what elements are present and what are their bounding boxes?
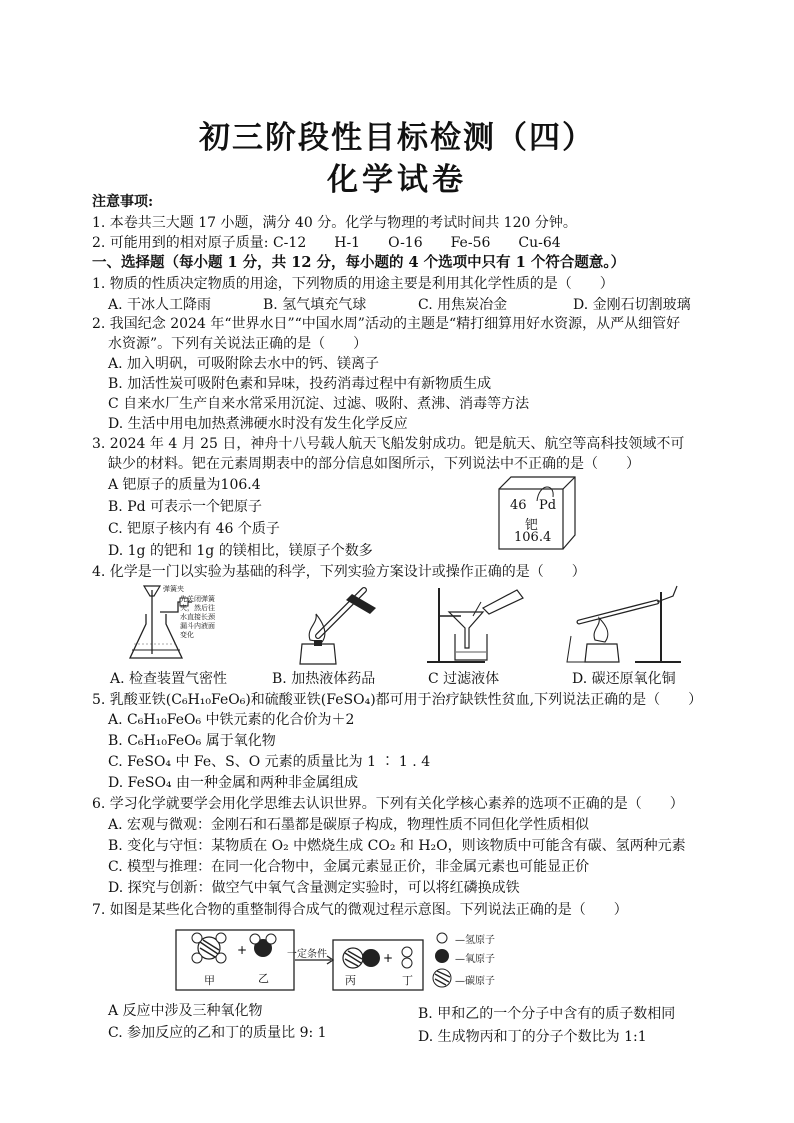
- q2-option-b: B. 加活性炭可吸附色素和异味，投药消毒过程中有新物质生成: [108, 376, 492, 392]
- fig-a-note-5: 变化: [180, 631, 194, 639]
- q1-option-d: D. 金刚石切割玻璃: [573, 297, 691, 313]
- q4-stem: 4. 化学是一门以实验为基础的科学，下列实验方案设计或操作正确的是（ ）: [92, 564, 586, 580]
- q4-option-c: C 过滤液体: [428, 671, 500, 687]
- element-mass: 106.4: [514, 530, 552, 545]
- legend-carbon: —碳原子: [455, 976, 495, 987]
- q7-option-d: D. 生成物丙和丁的分子个数比为 1:1: [418, 1029, 647, 1045]
- legend-hydrogen: —氢原子: [455, 935, 495, 946]
- q7-option-a: A 反应中涉及三种氧化物: [108, 1003, 263, 1019]
- q6-stem: 6. 学习化学就要学会用化学思维去认识世界。下列有关化学核心素养的选项不正确的是（ ）: [92, 796, 684, 812]
- q2-option-c: C 自来水厂生产自来水常采用沉淀、过滤、吸附、煮沸、消毒等方法: [108, 396, 530, 412]
- q4-option-d: D. 碳还原氧化铜: [572, 671, 676, 687]
- q6-option-d: D. 探究与创新：做空气中氧气含量测定实验时，可以将红磷换成铁: [108, 880, 520, 896]
- exam-title: 初三阶段性目标检测（四）: [199, 120, 595, 156]
- notice-item-1: 1. 本卷共三大题 17 小题，满分 40 分。化学与物理的考试时间共 120 分钟。: [92, 215, 577, 231]
- label-yi: 乙: [258, 972, 269, 985]
- q1-stem: 1. 物质的性质决定物质的用途，下列物质的用途主要是利用其化学性质的是（ ）: [92, 276, 614, 292]
- label-bing: 丙: [345, 974, 356, 987]
- carbon-reduction-figure: [565, 582, 685, 666]
- exam-subject: 化学试卷: [327, 162, 467, 198]
- fig-a-note-4: 漏斗内液面: [180, 622, 215, 630]
- fig-a-note-3: 水直接长颈: [180, 613, 215, 621]
- q1-option-b: B. 氢气填充气球: [263, 297, 367, 313]
- q2-option-d: D. 生活中用电加热煮沸硬水时没有发生化学反应: [108, 416, 408, 432]
- q3-option-b: B. Pd 可表示一个钯原子: [108, 499, 263, 515]
- q3-stem-1: 3. 2024 年 4 月 25 日，神舟十八号载人航天飞船发射成功。钯是航天、航空等高科技领域不可: [92, 436, 685, 452]
- element-name: 钯: [525, 518, 539, 533]
- q1-option-a: A. 干冰人工降雨: [108, 297, 212, 313]
- fig-a-note-2: 夹，然后往: [180, 604, 215, 612]
- q7-stem: 7. 如图是某些化合物的重整制得合成气的微观过程示意图。下列说法正确的是（ ）: [92, 902, 628, 918]
- q3-option-c: C. 钯原子核内有 46 个质子: [108, 521, 280, 537]
- q4-option-a: A. 检查装置气密性: [110, 671, 228, 687]
- q1-option-c: C. 用焦炭冶金: [418, 297, 508, 313]
- reaction-condition: 一定条件: [287, 949, 327, 960]
- q2-stem-2: 水资源”。下列有关说法正确的是（ ）: [108, 336, 368, 352]
- element-number: 46: [510, 498, 527, 513]
- element-symbol: Pd: [539, 498, 557, 513]
- legend-oxygen: —氧原子: [455, 954, 495, 965]
- q5-option-d: D. FeSO₄ 由一种金属和两种非金属组成: [108, 775, 358, 791]
- q5-stem: 5. 乳酸亚铁(C₆H₁₀FeO₆)和硫酸亚铁(FeSO₄)都可用于治疗缺铁性贫血,下列说法正确的是（ ）: [92, 692, 703, 708]
- q6-option-a: A. 宏观与微观：金刚石和石墨都是碳原子构成，物理性质不同但化学性质相似: [108, 817, 590, 833]
- q2-option-a: A. 加入明矾，可吸附除去水中的钙、镁离子: [108, 356, 380, 372]
- label-ding: 丁: [402, 974, 413, 987]
- q3-option-a: A 钯原子的质量为106.4: [108, 477, 261, 493]
- q7-option-c: C. 参加反应的乙和丁的质量比 9: 1: [108, 1025, 327, 1041]
- q6-option-b: B. 变化与守恒：某物质在 O₂ 中燃烧生成 CO₂ 和 H₂O，则该物质中可能含有碳、氢两种元素: [108, 838, 686, 854]
- svg-text:+: +: [383, 951, 394, 965]
- fig-a-clip-label: 弹簧夹: [163, 585, 184, 593]
- q6-option-c: C. 模型与推理：在同一化合物中，金属元素显正价，非金属元素也可能显正价: [108, 859, 590, 875]
- q4-option-b: B. 加热液体药品: [272, 671, 376, 687]
- q2-stem-1: 2. 我国纪念 2024 年“世界水日”“中国水周”活动的主题是“精打细算用好水资源，从严从细管好: [92, 316, 681, 332]
- fig-a-note: [180, 595, 215, 640]
- heating-liquid-figure: [290, 584, 390, 666]
- q5-option-c: C. FeSO₄ 中 Fe、S、O 元素的质量比为 1 ∶ 1 . 4: [108, 754, 431, 770]
- q5-option-b: B. C₆H₁₀FeO₆ 属于氧化物: [108, 733, 276, 749]
- section-heading: 一、选择题（每小题 1 分，共 12 分，每小题的 4 个选项中只有 1 个符合题意。）: [92, 254, 626, 271]
- atom-legend-icons: [432, 930, 456, 990]
- label-jia: 甲: [204, 974, 215, 987]
- filtration-figure: [425, 582, 535, 666]
- notice-item-2: 2. 可能用到的相对原子质量: C-12 H-1 O-16 Fe-56 Cu-64: [92, 235, 561, 251]
- q3-stem-2: 缺少的材料。钯在元素周期表中的部分信息如图所示，下列说法中不正确的是（ ）: [108, 456, 640, 472]
- q7-option-b: B. 甲和乙的一个分子中含有的质子数相同: [418, 1006, 676, 1022]
- svg-text:+: +: [237, 943, 248, 957]
- q3-option-d: D. 1g 的钯和 1g 的镁相比，镁原子个数多: [108, 543, 373, 559]
- fig-a-note-1: 先关闭弹簧: [180, 595, 215, 603]
- q1-options: [108, 294, 728, 314]
- notice-heading: 注意事项:: [92, 194, 154, 210]
- q5-option-a: A. C₆H₁₀FeO₆ 中铁元素的化合价为＋2: [108, 712, 355, 728]
